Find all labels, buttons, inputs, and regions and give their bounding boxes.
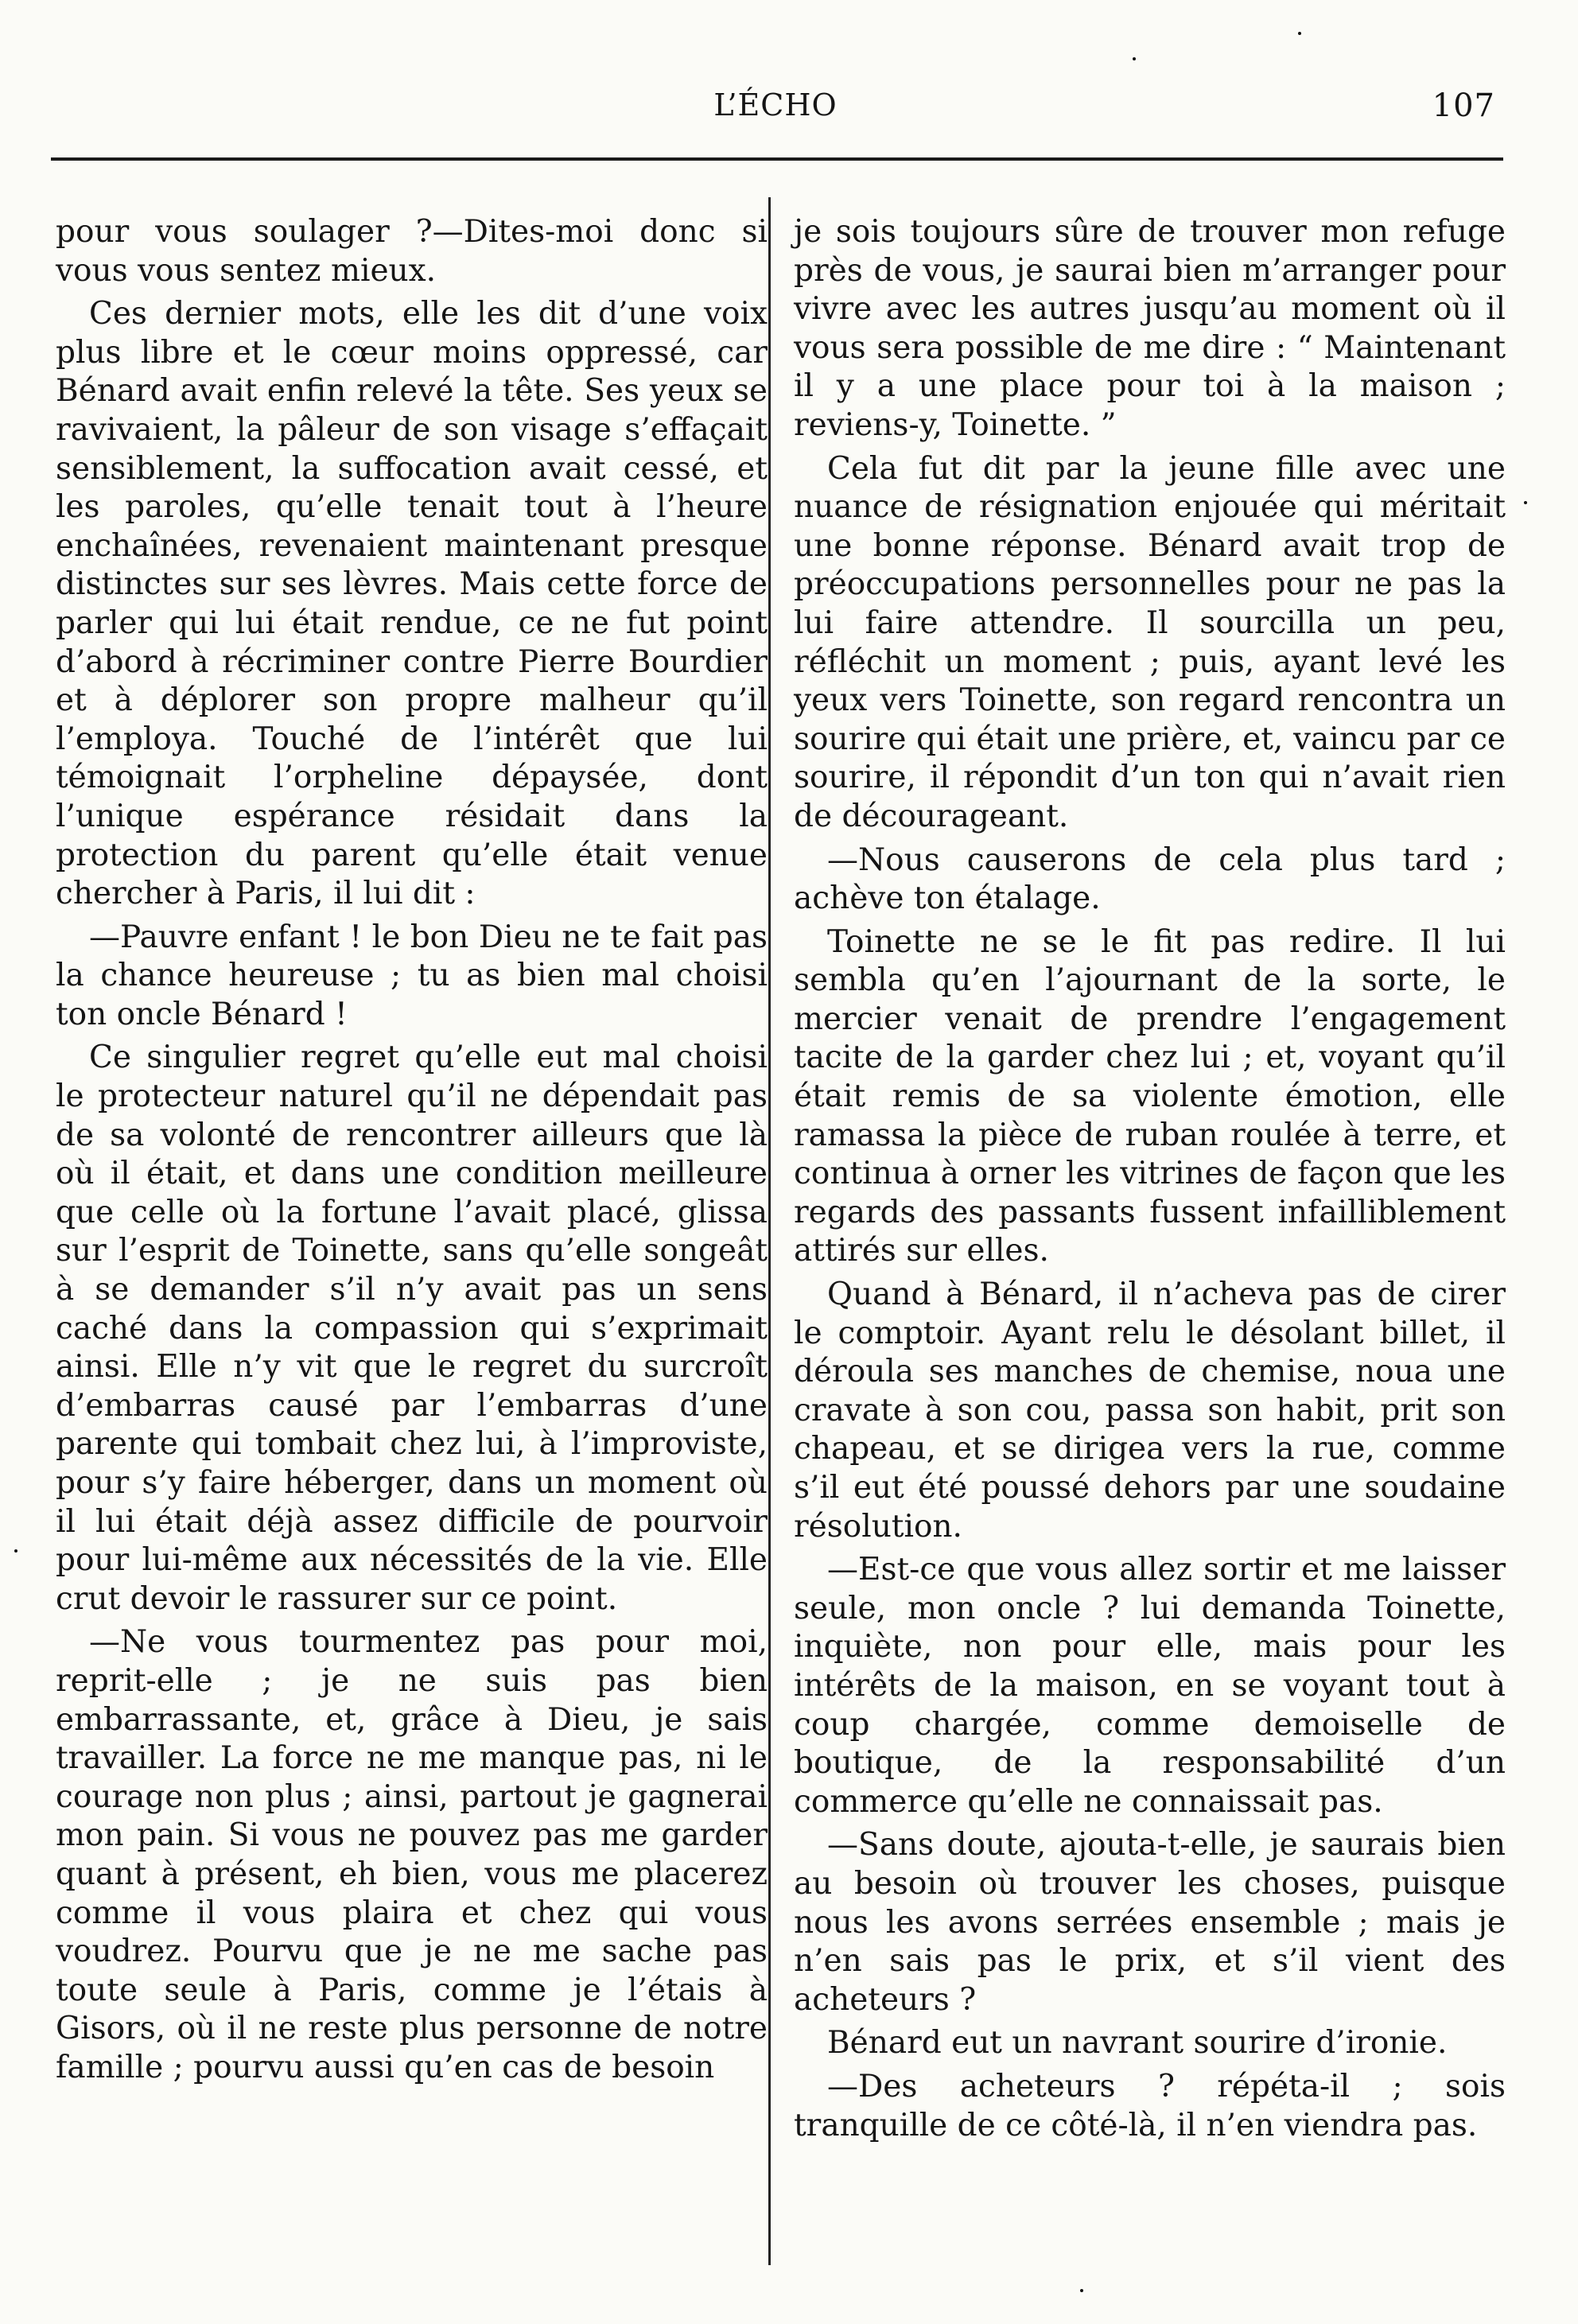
paragraph: —Sans doute, ajouta-t-elle, je saurais bien au besoin où trouver les choses, puisque nous les avons serrées ensemble ; mais je n’en sais pas le prix, et s’il vient des acheteurs ? [794, 1827, 1506, 2018]
page-number: 107 [1432, 87, 1495, 124]
paragraph: —Des acheteurs ? répéta-il ; sois tranquille de ce côté-là, il n’en viendra pas. [794, 2068, 1506, 2143]
paragraph: —Nous causerons de cela plus tard ; achève ton étalage. [794, 841, 1506, 917]
header-rule [51, 157, 1503, 161]
paragraph: —Ne vous tourmentez pas pour moi, reprit-elle ; je ne suis pas bien embarrassante, et, grâce à Dieu, je sais travailler. La force ne me manque pas, ni le courage non plus ; ainsi, partout je gagnerai mon pain. Si vous ne pouvez pas me garder quant à présent, eh bien, vous me placerez comme il vous plaira et chez qui vous voudrez. Pourvu que je ne me sache pas toute seule à Paris, comme je l’étais à Gisors, où il ne reste plus personne de notre famille ; pourvu aussi qu’en cas de besoin [56, 1624, 768, 2085]
page-header [56, 87, 1495, 143]
paragraph: Quand à Bénard, il n’acheva pas de cirer le comptoir. Ayant relu le désolant billet, il déroula ses manches de chemise, noua une cravate à son cou, passa son habit, prit son chapeau, et se dirigea vers la rue, comme s’il eut été poussé dehors par une soudaine résolution. [794, 1277, 1506, 1545]
paragraph: Ces dernier mots, elle les dit d’une voix plus libre et le cœur moins oppressé, car Bénard avait enfin relevé la tête. Ses yeux se ravivaient, la pâleur de son visage s’effaçait sensiblement, la suffocation avait cessé, et les paroles, qu’elle tenait tout à l’heure enchaînées, revenaient maintenant presque distinctes sur ses lèvres. Mais cette force de parler qui lui était rendue, ce ne fut point d’abord à récriminer contre Pierre Bourdier et à déplorer son propre malheur qu’il l’employa. Touché de l’intérêt que lui témoignait l’orpheline dépaysée, dont l’unique espérance résidait dans la protection du parent qu’elle était venue chercher à Paris, il lui dit : [56, 296, 768, 912]
print-speck [1133, 57, 1136, 60]
paragraph: Toinette ne se le fit pas redire. Il lui sembla qu’en l’ajournant de la sorte, le mercier venait de prendre l’engagement tacite de la garder chez lui ; et, voyant qu’il était remis de sa violente émotion, elle ramassa la pièce de ruban roulée à terre, et continua à orner les vitrines de façon que les regards des passants fussent infailliblement attirés sur elles. [794, 923, 1506, 1269]
paragraph: je sois toujours sûre de trouver mon refuge près de vous, je saurai bien m’arranger pour vivre avec les autres jusqu’au moment où il vous sera possible de me dire : “ Maintenant il y a une place pour toi à la maison ; reviens-y, Toinette. ” [794, 214, 1506, 443]
print-speck [1298, 32, 1301, 35]
print-speck [1524, 501, 1527, 504]
paragraph: Bénard eut un navrant sourire d’ironie. [827, 2025, 1448, 2062]
paragraph: pour vous soulager ?—Dites-moi donc si vous vous sentez mieux. [56, 214, 768, 289]
paragraph: Ce singulier regret qu’elle eut mal choisi le protecteur naturel qu’il ne dépendait pas de sa volonté de rencontrer ailleurs que là où il était, et dans une condition meilleure que celle où la fortune l’avait placé, glissa sur l’esprit de Toinette, sans qu’elle songeât à se demander s’il n’y avait pas un sens caché dans la compassion qui s’exprimait ainsi. Elle n’y vit que le regret du surcroît d’embarras causé par l’embarras d’une parente qui tombait chez lui, à l’improviste, pour s’y faire héberger, dans un moment où il lui était déjà assez difficile de pourvoir pour lui-même aux nécessités de la vie. Elle crut devoir le rassurer sur ce point. [56, 1040, 768, 1617]
print-speck [1080, 2289, 1083, 2292]
paragraph: Cela fut dit par la jeune fille avec une nuance de résignation enjouée qui méritait une bonne réponse. Bénard avait trop de préoccupations personnelles pour ne pas la lui faire attendre. Il sourcilla un peu, réfléchit un moment ; puis, ayant levé les yeux vers Toinette, son regard rencontra un sourire qui était une prière, et, vaincu par ce sourire, il répondit d’un ton qui n’avait rien de décourageant. [794, 450, 1506, 834]
paragraph: —Est-ce que vous allez sortir et me laisser seule, mon oncle ? lui demanda Toinette, inquiète, non pour elle, mais pour les intérêts de la maison, en se voyant tout à coup chargée, comme demoiselle de boutique, de la responsabilité d’un commerce qu’elle ne connaissait pas. [794, 1552, 1506, 1820]
column-divider [768, 197, 771, 2265]
paragraph: —Pauvre enfant ! le bon Dieu ne te fait pas la chance heureuse ; tu as bien mal choisi ton oncle Bénard ! [56, 919, 768, 1032]
left-column [56, 213, 768, 2093]
right-column [794, 213, 1506, 2150]
print-speck [14, 1549, 17, 1553]
running-title: L’ÉCHO [713, 87, 838, 122]
